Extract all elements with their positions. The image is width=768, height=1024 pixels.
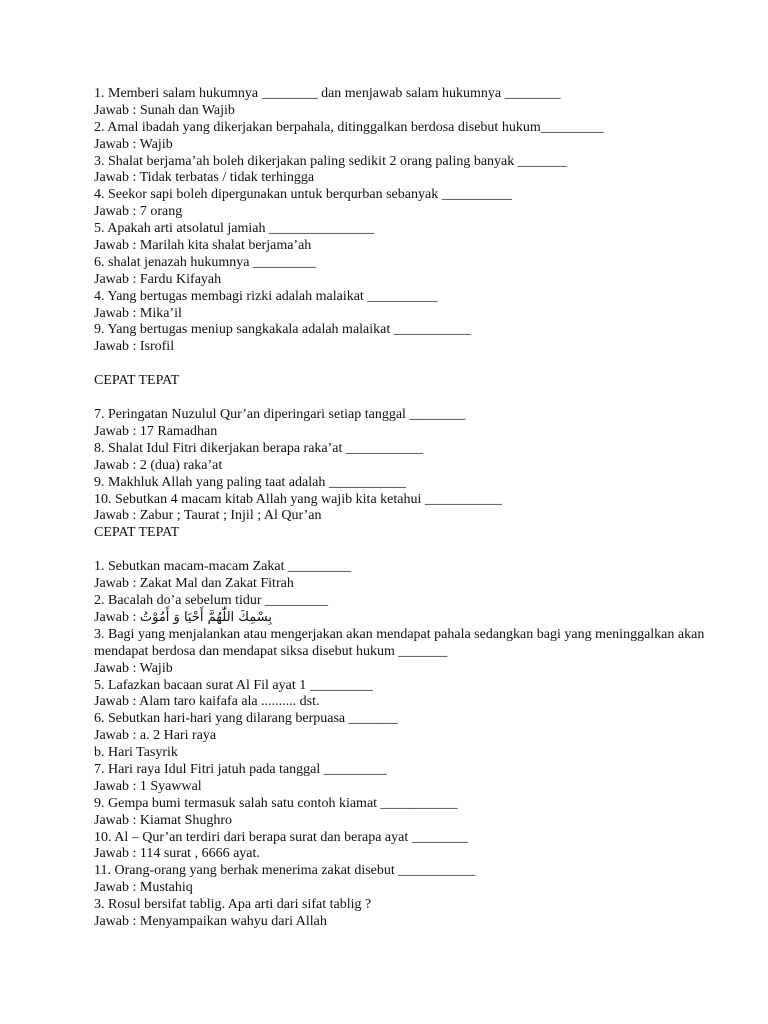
text-line: 9. Gempa bumi termasuk salah satu contoh kiamat ___________: [94, 795, 458, 811]
text-line: 7. Hari raya Idul Fitri jatuh pada tanggal _________: [94, 761, 387, 777]
text-line: Jawab : 7 orang: [94, 204, 183, 220]
text-line: Jawab : Marilah kita shalat berjama’ah: [94, 238, 312, 254]
text-line: 5. Lafazkan bacaan surat Al Fil ayat 1 _________: [94, 677, 373, 693]
text-line: Jawab : 17 Ramadhan: [94, 424, 218, 440]
text-line: Jawab : Mika’il: [94, 305, 182, 321]
text-line: Jawab : Kiamat Shughro: [94, 812, 233, 828]
text-line: 1. Memberi salam hukumnya ________ dan menjawab salam hukumnya ________: [94, 86, 561, 101]
question-block-1: [94, 86, 724, 356]
text-line: 9. Makhluk Allah yang paling taat adalah ___________: [94, 474, 406, 490]
text-line: 5. Apakah arti atsolatul jamiah _______________: [94, 221, 374, 237]
text-line: 1. Sebutkan macam-macam Zakat _________: [94, 559, 351, 575]
text-line: Jawab : a. 2 Hari raya: [94, 728, 217, 744]
text-line: 10. Sebutkan 4 macam kitab Allah yang wajib kita ketahui ___________: [94, 491, 502, 507]
answer-prefix: Jawab :: [94, 609, 140, 625]
text-line: 2. Amal ibadah yang dikerjakan berpahala, ditinggalkan berdosa disebut hukum_________: [94, 119, 604, 135]
question-block-3: [94, 559, 724, 931]
text-line: Jawab : Menyampaikan wahyu dari Allah: [94, 914, 327, 929]
text-line: 4. Yang bertugas membagi rizki adalah malaikat __________: [94, 288, 438, 304]
arabic-prayer-text: بِسْمِكَ اللّٰهُمَّ أَحْيَا وَ أَمُوْتُ: [139, 609, 272, 625]
text-line: 10. Al – Qur’an terdiri dari berapa surat dan berapa ayat ________: [94, 829, 468, 845]
doa-answer-line: [94, 610, 724, 627]
text-line: Jawab : Isrofil: [94, 339, 175, 355]
text-line: 7. Peringatan Nuzulul Qur’an diperingari setiap tanggal ________: [94, 407, 466, 423]
text-paragraph: 3. Bagi yang menjalankan atau mengerjakan akan mendapat pahala sedangkan bagi yang meninggalkan akan mendapat berdosa dan mendapat siksa disebut hukum _______: [94, 626, 705, 659]
text-line: 3. Rosul bersifat tablig. Apa arti dari sifat tablig ?: [94, 897, 372, 913]
text-line: Jawab : Wajib: [94, 660, 173, 676]
text-line: Jawab : 1 Syawwal: [94, 778, 202, 794]
text-line: Jawab : 2 (dua) raka’at: [94, 457, 223, 473]
section-title: CEPAT TEPAT: [94, 373, 180, 389]
text-line: Jawab : Zabur ; Taurat ; Injil ; Al Qur’an: [94, 508, 322, 524]
text-line: 6. shalat jenazah hukumnya _________: [94, 254, 317, 270]
text-line: 8. Shalat Idul Fitri dikerjakan berapa raka’at ___________: [94, 440, 423, 456]
question-block-2: [94, 407, 724, 525]
text-line: Jawab : Zakat Mal dan Zakat Fitrah: [94, 576, 294, 592]
text-line: 6. Sebutkan hari-hari yang dilarang berpuasa _______: [94, 711, 398, 727]
text-line: 2. Bacalah do’a sebelum tidur _________: [94, 593, 329, 609]
quiz-content: [94, 86, 724, 931]
text-line: Jawab : Sunah dan Wajib: [94, 102, 235, 118]
text-line: Jawab : Tidak terbatas / tidak terhingga: [94, 170, 315, 186]
section-title: CEPAT TEPAT: [94, 525, 180, 541]
text-line: Jawab : Fardu Kifayah: [94, 271, 222, 287]
text-line: Jawab : 114 surat , 6666 ayat.: [94, 846, 260, 862]
text-line: Jawab : Mustahiq: [94, 880, 193, 896]
text-line: Jawab : Wajib: [94, 136, 173, 152]
text-line: b. Hari Tasyrik: [94, 745, 178, 761]
text-line: 4. Seekor sapi boleh dipergunakan untuk berqurban sebanyak __________: [94, 187, 512, 203]
text-line: 3. Shalat berjama’ah boleh dikerjakan paling sedikit 2 orang paling banyak _______: [94, 153, 567, 169]
text-line: Jawab : Alam taro kaifafa ala .......... dst.: [94, 694, 320, 710]
text-line: 11. Orang-orang yang berhak menerima zakat disebut ___________: [94, 863, 476, 879]
text-line: 9. Yang bertugas meniup sangkakala adalah malaikat ___________: [94, 322, 471, 338]
